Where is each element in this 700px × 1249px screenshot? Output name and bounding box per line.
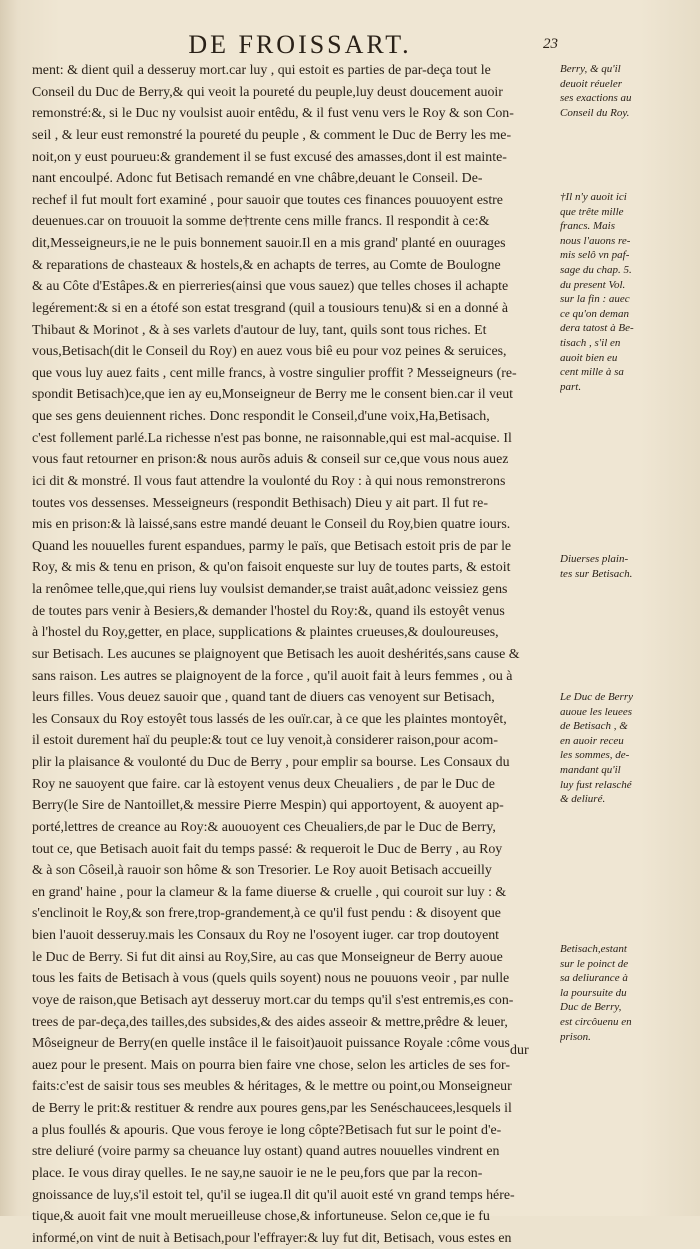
text-line: Roy, & mis & tenu en prison, & qu'on faisoit enqueste sur luy de toutes parts, & estoit bbox=[32, 560, 511, 576]
text-line: auez pour le present. Mais on pourra bien faire vne chose, selon les articles de ses for- bbox=[32, 1057, 510, 1073]
text-line: nant encoulpé. Adonc fut Betisach remandé en vne châbre,deuant le Conseil. De- bbox=[32, 171, 483, 187]
text-line: & à son Côseil,à rauoir son hôme & son Tresorier. Le Roy auoit Betisach accueilly bbox=[32, 863, 492, 879]
text-line: dit,Messeigneurs,ie ne le puis bonnement sauoir.Il en a mis grand' planté en ouurages bbox=[32, 236, 506, 251]
margin-note-line: nous l'auons re- bbox=[560, 234, 631, 247]
text-line: mis en prison:& là laissé,sans estre mandé deuant le Conseil du Roy,bien quatre iours. bbox=[32, 517, 511, 533]
margin-note-line: mandant qu'il bbox=[560, 763, 621, 776]
page-number: 23 bbox=[543, 36, 558, 52]
text-line: que ses gens deuiennent riches. Donc respondit le Conseil,d'une voix,Ha,Betisach, bbox=[32, 409, 490, 424]
text-line: les Consaux du Roy estoyêt tous lassés de les ouïr.car, à ce que les plaintes montoyêt, bbox=[32, 711, 507, 727]
text-line: legérement:& si en a étofé son estat tresgrand (quil a tousiours tenu)& si en a donné à bbox=[32, 300, 508, 316]
text-line: faits:c'est de saisir tous ses meubles & héritages, & le mettre ou point,ou Monseigneur bbox=[32, 1079, 512, 1095]
catchword: dur bbox=[510, 1043, 529, 1058]
text-line: c'est follement parlé.La richesse n'est pas bonne, ne raisonnable,qui est mal-acquise. Il bbox=[32, 430, 512, 446]
text-line: à l'hostel du Roy,getter, en place, supplications & plaintes crueuses,& douloureuses, bbox=[32, 625, 499, 641]
margin-note-line: la poursuite du bbox=[560, 986, 627, 999]
margin-note-line: de Betisach , & bbox=[560, 720, 628, 733]
margin-note-exactions bbox=[560, 62, 695, 120]
margin-note-line: sage du chap. 5. bbox=[560, 263, 632, 276]
margin-note-line: en auoir receu bbox=[560, 734, 624, 747]
margin-note-line: luy fust relasché bbox=[560, 778, 632, 791]
text-line: tique,& auoit fait vne moult merueilleuse chose,& infortuneuse. Selon ce,que ie fu bbox=[32, 1209, 490, 1225]
text-line: il estoit durement haï du peuple:& tout ce luy venoit,à considerer raison,pour acom- bbox=[32, 733, 498, 749]
text-line: deuenues.car on trouuoit la somme de†trente cens mille francs. Il respondit à ce:& bbox=[32, 214, 490, 230]
text-line: remonstré:&, si le Duc ny voulsist auoir entêdu, & il fust venu vers le Roy & son Con- bbox=[32, 106, 514, 122]
margin-note-line: deuoit réueler bbox=[560, 77, 623, 90]
margin-note-line: Betisach,estant bbox=[560, 943, 627, 955]
text-line: gnoissance de luy,s'il estoit tel, qu'il se iugea.Il dit qu'il auoit esté vn grand temps hére- bbox=[32, 1187, 515, 1203]
margin-note-duc-berry bbox=[560, 690, 695, 807]
text-line: Berry(le Sire de Nantoillet,& messire Pierre Mespin) qui apportoyent, & auoyent ap- bbox=[32, 798, 504, 814]
text-line: rechef il fut moult fort examiné , pour sauoir que toutes ces finances pouuoyent estre bbox=[32, 192, 503, 208]
text-line: ment: & dient quil a desseruy mort.car luy , qui estoit es parties de par-deça tout le bbox=[32, 63, 491, 78]
margin-note-line: sur le poinct de bbox=[560, 957, 629, 970]
text-line: la renômee telle,que,qui riens luy voulsist demander,se traist auât,adonc veissiez gens bbox=[32, 582, 508, 597]
text-line: Quand les nouuelles furent espandues, parmy le païs, que Betisach estoit pris de par le bbox=[32, 538, 512, 554]
margin-note-line: Le Duc de Berry bbox=[560, 691, 634, 703]
margin-note-line: les sommes, de- bbox=[560, 749, 630, 762]
margin-note-line: sa deliurance à bbox=[560, 972, 628, 985]
text-line: stre deliuré (voire parmy sa cheuance luy ostant) quand autres nouuelles vindrent en bbox=[32, 1144, 500, 1160]
text-line: & au Côte d'Estâpes.& en pierreries(ainsi que vous sauez) que telles choses il achapte bbox=[32, 279, 509, 295]
margin-note-line: auoue les leuees bbox=[560, 705, 633, 718]
text-line: & reparations de chasteaux & hostels,& en achapts de terres, au Comte de Boulogne bbox=[32, 257, 501, 273]
margin-note-line: dera tatost à Be- bbox=[560, 322, 634, 335]
text-line: vous,Betisach(dit le Conseil du Roy) en auez vous biê eu pour voz peines & seruices, bbox=[32, 344, 507, 360]
text-line: tous les faits de Betisach à vous (quels quils soyent) nous ne pouuons veoir , par nulle bbox=[32, 971, 510, 987]
margin-note-line: mis selô vn paf- bbox=[560, 249, 630, 262]
margin-note-line: ses exactions au bbox=[560, 92, 632, 105]
margin-note-line: part. bbox=[560, 380, 582, 393]
margin-note-prison bbox=[560, 942, 695, 1044]
margin-note-line: ce qu'on deman bbox=[560, 307, 629, 320]
margin-note-line: Duc de Berry, bbox=[560, 1001, 622, 1014]
text-line: informé,on vint de nuit à Betisach,pour l'effrayer:& luy fut dit, Betisach, vous estes en bbox=[32, 1230, 512, 1246]
text-line: seil , & leur eust remonstré la poureté du peuple , & comment le Duc de Berry les me- bbox=[32, 127, 512, 143]
margin-note-line: †Il n'y auoit ici bbox=[560, 191, 627, 203]
text-line: voye de raison,que Betisach ayt desseruy mort.car du temps qu'il s'est entremis,es con- bbox=[32, 992, 514, 1008]
margin-note-line: Conseil du Roy. bbox=[560, 106, 630, 119]
margin-note-line: francs. Mais bbox=[560, 220, 615, 233]
text-line: Roy ne sauoyent que faire. car là estoyent venus deux Cheualiers , de par le Duc de bbox=[32, 776, 495, 792]
text-line: s'enclinoit le Roy,& son frere,trop-grandement,à ce qu'il fust pendu : & disoyent que bbox=[32, 906, 501, 922]
margin-note-line: tes sur Betisach. bbox=[560, 567, 633, 580]
text-line: que vous luy auez faits , cent mille francs, à vostre singulier proffit ? Messeigneurs (re- bbox=[32, 365, 517, 381]
text-line: le Duc de Berry. Si fut dit ainsi au Roy,Sire, au cas que Monseigneur de Berry auoue bbox=[32, 949, 503, 965]
text-line: noit,on y eust pourueu:& grandement il se fust excusé des amasses,dont il est mainte- bbox=[32, 149, 507, 165]
text-line: Thibaut & Morinot , & à ses varlets d'autour de luy, tant, quils sont tous riches. Et bbox=[32, 322, 487, 338]
text-line: leurs filles. Vous deuez sauoir que , quand tant de diuers cas venoyent sur Betisach, bbox=[32, 690, 495, 706]
text-line: trees de par-deça,des tailles,des subsides,& des aides asseoir & mettre,prêdre & leuer, bbox=[32, 1014, 508, 1030]
text-line: toutes vos dessenses. Messeigneurs (respondit Bethisach) Dieu y ait part. Il fut re- bbox=[32, 495, 488, 511]
text-line: porté,lettres de creance au Roy:& auouoyent ces Cheualiers,de par le Duc de Berry, bbox=[32, 819, 496, 835]
margin-note-line: est circôuenu en bbox=[560, 1015, 632, 1028]
text-line: a plus foullés & apouris. Que vous feroye ie long côpte?Betisach fut sur le point d'e- bbox=[32, 1122, 502, 1138]
text-line: bien l'auoit desseruy.mais les Consaux du Roy ne l'osoyent iuger. car trop doutoyent bbox=[32, 928, 500, 943]
margin-note-line: auoit bien eu bbox=[560, 351, 618, 364]
margin-note-line: cent mille à sa bbox=[560, 366, 624, 379]
margin-note-line: prison. bbox=[560, 1030, 591, 1043]
text-line: vous faut retourner en prison:& nous aurõs aduis & conseil sur ce,que vous nous auez bbox=[32, 452, 509, 468]
margin-note-line: du present Vol. bbox=[560, 278, 626, 291]
margin-note-line: sur la fin : auec bbox=[560, 293, 630, 306]
margin-note-line: Diuerses plain- bbox=[560, 553, 629, 565]
text-line: Môseigneur de Berry(en quelle instâce il le faisoit)auoit puissance Royale :côme vous bbox=[32, 1036, 510, 1052]
body-text bbox=[32, 60, 554, 1249]
margin-note-line: tisach , s'il en bbox=[560, 336, 621, 349]
margin-note-trente-mille bbox=[560, 190, 695, 394]
text-line: sur Betisach. Les aucunes se plaignoyent que Betisach les auoit deshérités,sans cause & bbox=[32, 646, 520, 662]
text-line: de toutes pars venir à Besiers,& demander l'hostel du Roy:&, quand ils estoyêt venus bbox=[32, 603, 505, 619]
margin-note-plaintes bbox=[560, 552, 695, 581]
margin-note-line: Berry, & qu'il bbox=[560, 63, 621, 75]
text-line: spondit Betisach)ce,que ien ay eu,Monseigneur de Berry me le consent bien.car il veut bbox=[32, 387, 513, 403]
text-line: ici dit & monstré. Il vous faut attendre la voulonté du Roy : à qui nous remonstrerons bbox=[32, 473, 506, 489]
text-line: de Berry le prit:& restituer & rendre aux poures gens,par les Senéschaucees,lesquels il bbox=[32, 1101, 512, 1116]
running-title: DE FROISSART. bbox=[188, 30, 412, 59]
text-line: en grand' haine , pour la clameur & la fame diuerse & cruelle , qui couroit sur luy : & bbox=[32, 884, 507, 900]
margin-note-line: & deliuré. bbox=[560, 793, 606, 806]
text-line: Conseil du Duc de Berry,& qui veoit la poureté du peuple,luy deust doucement auoir bbox=[32, 84, 503, 100]
text-line: tout ce, que Betisach auoit fait du temps passé: & requeroit le Duc de Berry , au Roy bbox=[32, 841, 503, 857]
text-line: place. Ie vous diray quelles. Ie ne say,ne sauoir ie ne le peu,fors que par la recon- bbox=[32, 1165, 483, 1181]
text-line: sans raison. Les autres se plaignoyent de la force , qu'il auoit fait à leurs femmes , ou à bbox=[32, 668, 513, 684]
text-line: plir la plaisance & voulonté du Duc de Berry , pour emplir sa bourse. Les Consaux du bbox=[32, 755, 510, 770]
margin-note-line: que trête mille bbox=[560, 205, 624, 218]
